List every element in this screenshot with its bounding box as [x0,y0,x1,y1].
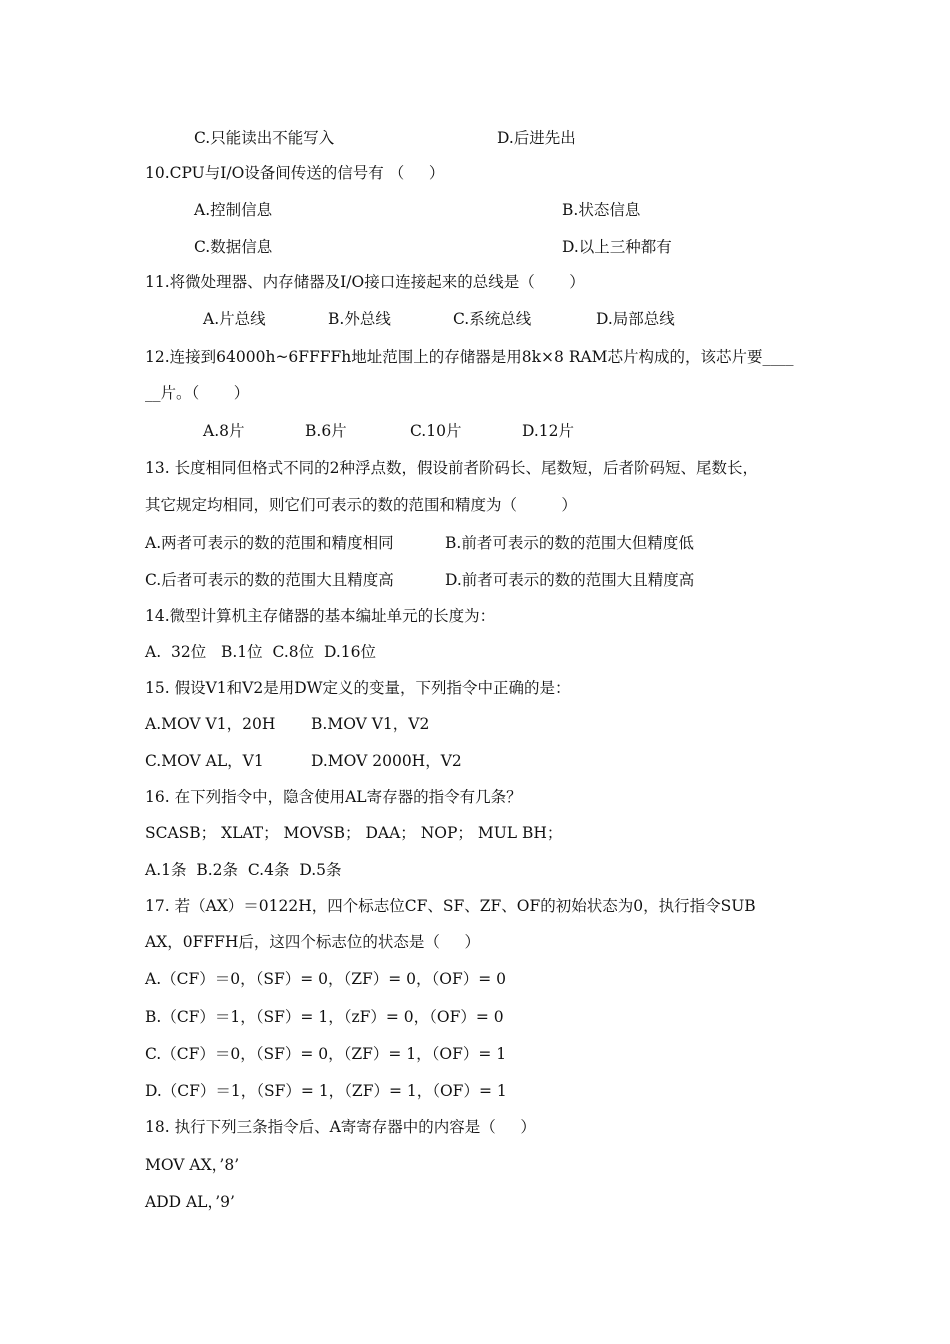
text-line: ADD AL，’9’ [145,1193,235,1211]
text-line: A.两者可表示的数的范围和精度相同 [145,534,394,552]
text-line: B.（CF）＝1，（SF）= 1，（zF）= 0，（OF）= 0 [145,1008,504,1026]
text-line: 15. 假设V1和V2是用DW定义的变量，下列指令中正确的是： [145,679,571,697]
text-line: A. 32位 B.1位 C.8位 D.16位 [145,643,376,661]
text-line: D.12片 [522,422,575,440]
text-line: A.（CF）＝0，（SF）= 0，（ZF）= 0，（OF）= 0 [145,970,507,988]
text-line: 13. 长度相同但格式不同的2种浮点数，假设前者阶码长、尾数短，后者阶码短、尾数长， [145,459,758,477]
text-line: __片。（ ） [145,384,250,402]
text-line: 18. 执行下列三条指令后、A寄寄存器中的内容是（ ） [145,1118,536,1136]
text-line: 11.将微处理器、内存储器及I/O接口连接起来的总线是（ ） [145,273,585,291]
text-line: D.以上三种都有 [562,238,672,256]
text-line: MOV AX，’8’ [145,1156,240,1174]
text-line: C.MOV AL，V1 [145,752,264,770]
text-line: D.后进先出 [497,129,576,147]
text-line: C.后者可表示的数的范围大且精度高 [145,571,394,589]
text-line: D.（CF）＝1，（SF）= 1，（ZF）= 1，（OF）= 1 [145,1082,507,1100]
text-line: C.（CF）＝0，（SF）= 0，（ZF）= 1，（OF）= 1 [145,1045,507,1063]
text-line: AX，0FFFH后，这四个标志位的状态是（ ） [145,933,481,951]
text-line: 16. 在下列指令中，隐含使用AL寄存器的指令有几条？ [145,788,522,806]
text-line: 12.连接到64000h~6FFFFh地址范围上的存储器是用8k×8 RAM芯片构成的，该芯片要____ [145,348,794,366]
text-line: A.片总线 [203,310,266,328]
text-line: B.外总线 [328,310,391,328]
text-line: D.局部总线 [596,310,675,328]
text-line: A.8片 [203,422,245,440]
text-line: C.10片 [410,422,462,440]
text-line: C.系统总线 [453,310,532,328]
text-line: 其它规定均相同，则它们可表示的数的范围和精度为（ ） [145,496,577,514]
text-line: A.控制信息 [194,201,273,219]
text-line: 17. 若（AX）＝0122H，四个标志位CF、SF、ZF、OF的初始状态为0，执行指令SUB [145,897,756,915]
text-line: D.MOV 2000H，V2 [311,752,462,770]
text-line: A.MOV V1，20H [145,715,276,733]
text-line: B.6片 [305,422,347,440]
text-line: C.只能读出不能写入 [194,129,335,147]
text-line: D.前者可表示的数的范围大且精度高 [445,571,695,589]
text-line: 14.微型计算机主存储器的基本编址单元的长度为： [145,607,496,625]
text-line: B.前者可表示的数的范围大但精度低 [445,534,694,552]
text-line: B.MOV V1，V2 [311,715,430,733]
text-line: A.1条 B.2条 C.4条 D.5条 [145,861,342,879]
text-line: B.状态信息 [562,201,641,219]
text-line: C.数据信息 [194,238,273,256]
text-line: 10.CPU与I/O设备间传送的信号有 （ ） [145,164,445,182]
text-line: SCASB； XLAT； MOVSB； DAA； NOP； MUL BH； [145,824,563,842]
